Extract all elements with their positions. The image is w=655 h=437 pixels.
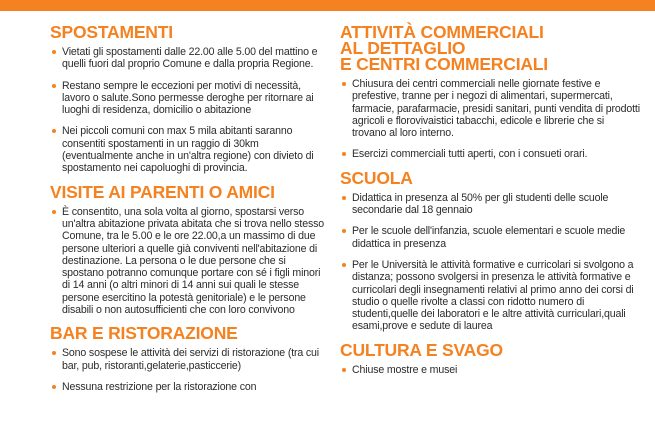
section-heading <box>340 24 640 72</box>
section-spostamenti <box>50 24 325 175</box>
bullet-icon <box>52 210 56 214</box>
bullet-icon <box>342 82 346 86</box>
bullet-icon <box>342 152 346 156</box>
bullet-icon <box>342 263 346 267</box>
heading-line: E CENTRI COMMERCIALI <box>340 54 548 74</box>
list-item <box>50 125 325 174</box>
bullet-icon <box>52 351 56 355</box>
item-text: Per le Università le attività formative e curricolari si svolgono a distanza; possono svolgersi in presenza le attività formative e curricolari degli insegnamenti relativi al primo anno dei corsi di studio o quelle rivolte a classi con ridotto numero di studenti,quelle dei laboratori e le altre attività curriculari,quali esami,prove e sedute di laurea <box>352 258 634 333</box>
item-text: Vietati gli spostamenti dalle 22.00 alle 5.00 del mattino e quelli fuori dal proprio Comune e dalla propria Regione. <box>62 46 318 71</box>
list-item <box>340 192 640 217</box>
item-text: Chiuse mostre e musei <box>352 363 458 376</box>
top-orange-bar <box>0 0 655 11</box>
list-item <box>340 259 640 333</box>
list-item <box>50 46 325 71</box>
section-cultura-svago <box>340 339 640 376</box>
bullet-icon <box>52 385 56 389</box>
item-text: Esercizi commerciali tutti aperti, con i consueti orari. <box>352 148 588 161</box>
item-text: Sono sospese le attività dei servizi di ristorazione (tra cui bar, pub, ristoranti,gelaterie,pasticcerie) <box>62 347 319 372</box>
item-text: Nessuna restrizione per la ristorazione con <box>62 380 257 393</box>
section-heading: SCUOLA <box>340 167 413 188</box>
heading-line: AL DETTAGLIO <box>340 38 466 58</box>
item-text: Restano sempre le eccezioni per motivi di necessità, lavoro o salute.Sono permesse deroghe per ritornare ai luoghi di residenza, domicilio o abitazione <box>62 79 314 117</box>
item-text: Nei piccoli comuni con max 5 mila abitanti saranno consentiti spostamenti in un raggio di 30km (eventualmente anche in un'altra regione) con divieto di spostamento nei capoluoghi di provincia. <box>62 125 314 175</box>
section-heading: BAR E RISTORAZIONE <box>50 323 238 344</box>
section-visite <box>50 181 325 317</box>
bullet-icon <box>52 129 56 133</box>
bullet-list <box>50 46 325 175</box>
section-scuola <box>340 167 640 333</box>
right-column <box>340 24 640 385</box>
list-item <box>50 381 325 393</box>
list-item <box>50 206 325 317</box>
list-item <box>340 364 640 376</box>
bullet-list <box>50 347 325 393</box>
bullet-icon <box>52 50 56 54</box>
bullet-list <box>340 78 640 161</box>
bullet-icon <box>342 229 346 233</box>
left-column <box>50 24 325 402</box>
section-heading: VISITE AI PARENTI O AMICI <box>50 181 275 202</box>
bullet-list <box>50 206 325 317</box>
list-item <box>50 80 325 117</box>
item-text: Didattica in presenza al 50% per gli studenti delle scuole secondarie dal 18 gennaio <box>352 191 609 217</box>
list-item <box>340 148 640 160</box>
item-text: È consentito, una sola volta al giorno, spostarsi verso un'altra abitazione privata abitata che si trova nello stesso Comune, tra le 5.00 e le ore 22.00,a un massimo di due persone ulteriori a quelle già conviventi nell'abitazione di destinazione. La persona o le due persone che si spostano potranno comunque portare con sé i figli minori di 14 anni (o altri minori di 14 anni sui quali le stesse persone esercitino la potestà genitoriale) e le persone disabili o non autosufficienti che con loro convivono <box>62 205 324 317</box>
bullet-list <box>340 192 640 333</box>
section-heading: CULTURA E SVAGO <box>340 339 503 360</box>
list-item <box>340 78 640 139</box>
heading-line: ATTIVITÀ COMMERCIALI <box>340 22 544 42</box>
section-attivita-commerciali <box>340 24 640 161</box>
list-item <box>50 347 325 372</box>
item-text: Per le scuole dell'infanzia, scuole elementari e scuole medie didattica in presenza <box>352 225 626 250</box>
bullet-icon <box>342 368 346 372</box>
section-heading: SPOSTAMENTI <box>50 22 173 42</box>
section-bar-ristorazione <box>50 325 325 393</box>
item-text: Chiusura dei centri commerciali nelle giornate festive e prefestive, tranne per i negozi di alimentari, supermercati, farmacie, parafarmacie, presidi sanitari, punti vendita di prodotti agricoli e florovivaistici tabacchi, edicole e librerie che si trovano al loro interno. <box>352 78 640 140</box>
bullet-icon <box>52 84 56 88</box>
bullet-list <box>340 364 640 376</box>
list-item <box>340 225 640 250</box>
bullet-icon <box>342 196 346 200</box>
